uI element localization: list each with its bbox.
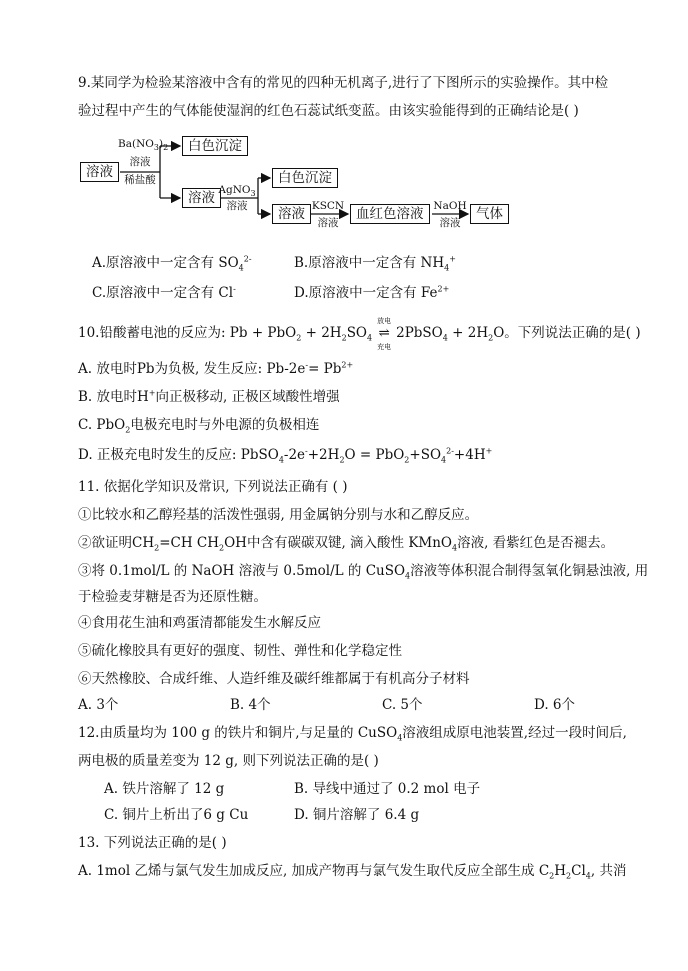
box-blood-red-solution: 血红色溶液 — [350, 204, 430, 224]
q12-stem-line1: 12.由质量均为 100 g 的铁片和铜片,与足量的 CuSO$_4$溶液组成原电池装置,经过一段时间后, — [78, 725, 627, 743]
q11-option-d[interactable]: D. 6个 — [534, 697, 576, 713]
q11-statement-6: ⑥天然橡胶、合成纤维、人造纤维及碳纤维都属于有机高分子材料 — [78, 671, 470, 687]
q11-option-c[interactable]: C. 5个 — [382, 697, 423, 713]
q12-option-c[interactable]: C. 铜片上析出了6 g Cu — [104, 807, 249, 823]
box-white-precipitate-2: 白色沉淀 — [272, 168, 338, 188]
reagent-naoh: NaOH — [433, 200, 467, 212]
reagent-ba-no3: $Ba(NO_3)_2$ — [118, 138, 169, 153]
q9-option-a[interactable]: A.原溶液中一定含有 $SO_4^{2-}$ — [92, 254, 252, 273]
q11-statement-2: ②欲证明$CH_2=CH$ $CH_2OH$中含有碳碳双键, 滴入酸性 KMnO$_4$溶液, 看紫红色是否褪去。 — [78, 535, 615, 553]
q13-option-a[interactable]: A. 1mol 乙烯与氯气发生加成反应, 加成产物再与氯气发生取代反应全部生成 $C_2H_2Cl_4$, 共消 — [78, 863, 627, 881]
q11-statement-4: ④食用花生油和鸡蛋清都能发生水解反应 — [78, 615, 321, 631]
q11-statement-3-cont: 于检验麦芽糖是否为还原性糖。 — [78, 589, 267, 605]
reagent-naoh-solution: 溶液 — [439, 217, 461, 229]
q9-option-c[interactable]: C.原溶液中一定含有 Cl- — [92, 284, 236, 301]
q10-stem: 10.铅酸蓄电池的反应为: $Pb + PbO_2 + 2H_2SO_4$ 放电 ⇌ 充电 2PbSO$_4$ + $2H_2O$。下列说法正确的是( ) — [78, 324, 641, 342]
q11-option-b[interactable]: B. 4个 — [230, 697, 271, 713]
q9-option-b[interactable]: B.原溶液中一定含有 $NH_4^+$ — [294, 254, 456, 273]
q12-option-d[interactable]: D. 铜片溶解了 6.4 g — [294, 807, 420, 823]
q11-statement-3: ③将 0.1mol/L 的 NaOH 溶液与 0.5mol/L 的 CuSO$_4$溶液等体积混合制得氢氧化铜悬浊液, 用 — [78, 563, 649, 581]
q10-option-d[interactable]: D. 正极充电时发生的反应: $PbSO_4-2e^-+2H_2O = PbO_2+SO_4^{2-}+4H^+$ — [78, 446, 493, 465]
q11-stem: 11. 依据化学知识及常识, 下列说法正确有 ( ) — [78, 479, 348, 495]
q11-statement-1: ①比较水和乙醇羟基的活泼性强弱, 用金属钠分别与水和乙醇反应。 — [78, 507, 479, 523]
reagent-kscn-solution: 溶液 — [317, 217, 339, 229]
q10-option-a[interactable]: A. 放电时Pb为负极, 发生反应: $Pb-2e^-= Pb^{2+}$ — [78, 360, 354, 377]
box-gas: 气体 — [470, 204, 509, 224]
q11-option-a[interactable]: A. 3个 — [78, 697, 119, 713]
box-white-precipitate-1: 白色沉淀 — [182, 136, 248, 156]
reagent-solution-label: 溶液 — [129, 156, 151, 168]
reagent-agno3: AgNO$_3$ — [218, 184, 256, 199]
q9-option-d[interactable]: D.原溶液中一定含有 $Fe^{2+}$ — [294, 284, 450, 301]
charge-label: 充电 — [377, 343, 392, 351]
q11-statement-5: ⑤硫化橡胶具有更好的强度、韧性、弹性和化学稳定性 — [78, 643, 402, 659]
q10-option-c[interactable]: C. PbO$_2$电极充电时与外电源的负极相连 — [78, 417, 320, 435]
reagent-agno3-solution: 溶液 — [226, 200, 248, 212]
box-solution-3: 溶液 — [272, 204, 311, 224]
q12-stem-line2: 两电极的质量差变为 12 g, 则下列说法正确的是( ) — [78, 753, 379, 769]
reagent-hcl: 稀盐酸 — [124, 174, 156, 186]
q12-option-a[interactable]: A. 铁片溶解了 12 g — [104, 781, 225, 797]
box-solution: 溶液 — [80, 162, 119, 182]
reagent-kscn: KSCN — [311, 200, 345, 212]
box-solution-2: 溶液 — [182, 188, 221, 208]
discharge-label: 放电 — [377, 317, 392, 325]
q12-option-b[interactable]: B. 导线中通过了 0.2 mol 电子 — [294, 781, 481, 797]
q10-option-b[interactable]: B. 放电时H+向正极移动, 正极区域酸性增强 — [78, 388, 340, 405]
q9-stem-line2: 验过程中产生的气体能使湿润的红色石蕊试纸变蓝。由该实验能得到的正确结论是( ) — [78, 103, 579, 119]
q9-stem-line1: 9.某同学为检验某溶液中含有的常见的四种无机离子,进行了下图所示的实验操作。其中检 — [78, 75, 609, 91]
q13-stem: 13. 下列说法正确的是( ) — [78, 835, 227, 851]
